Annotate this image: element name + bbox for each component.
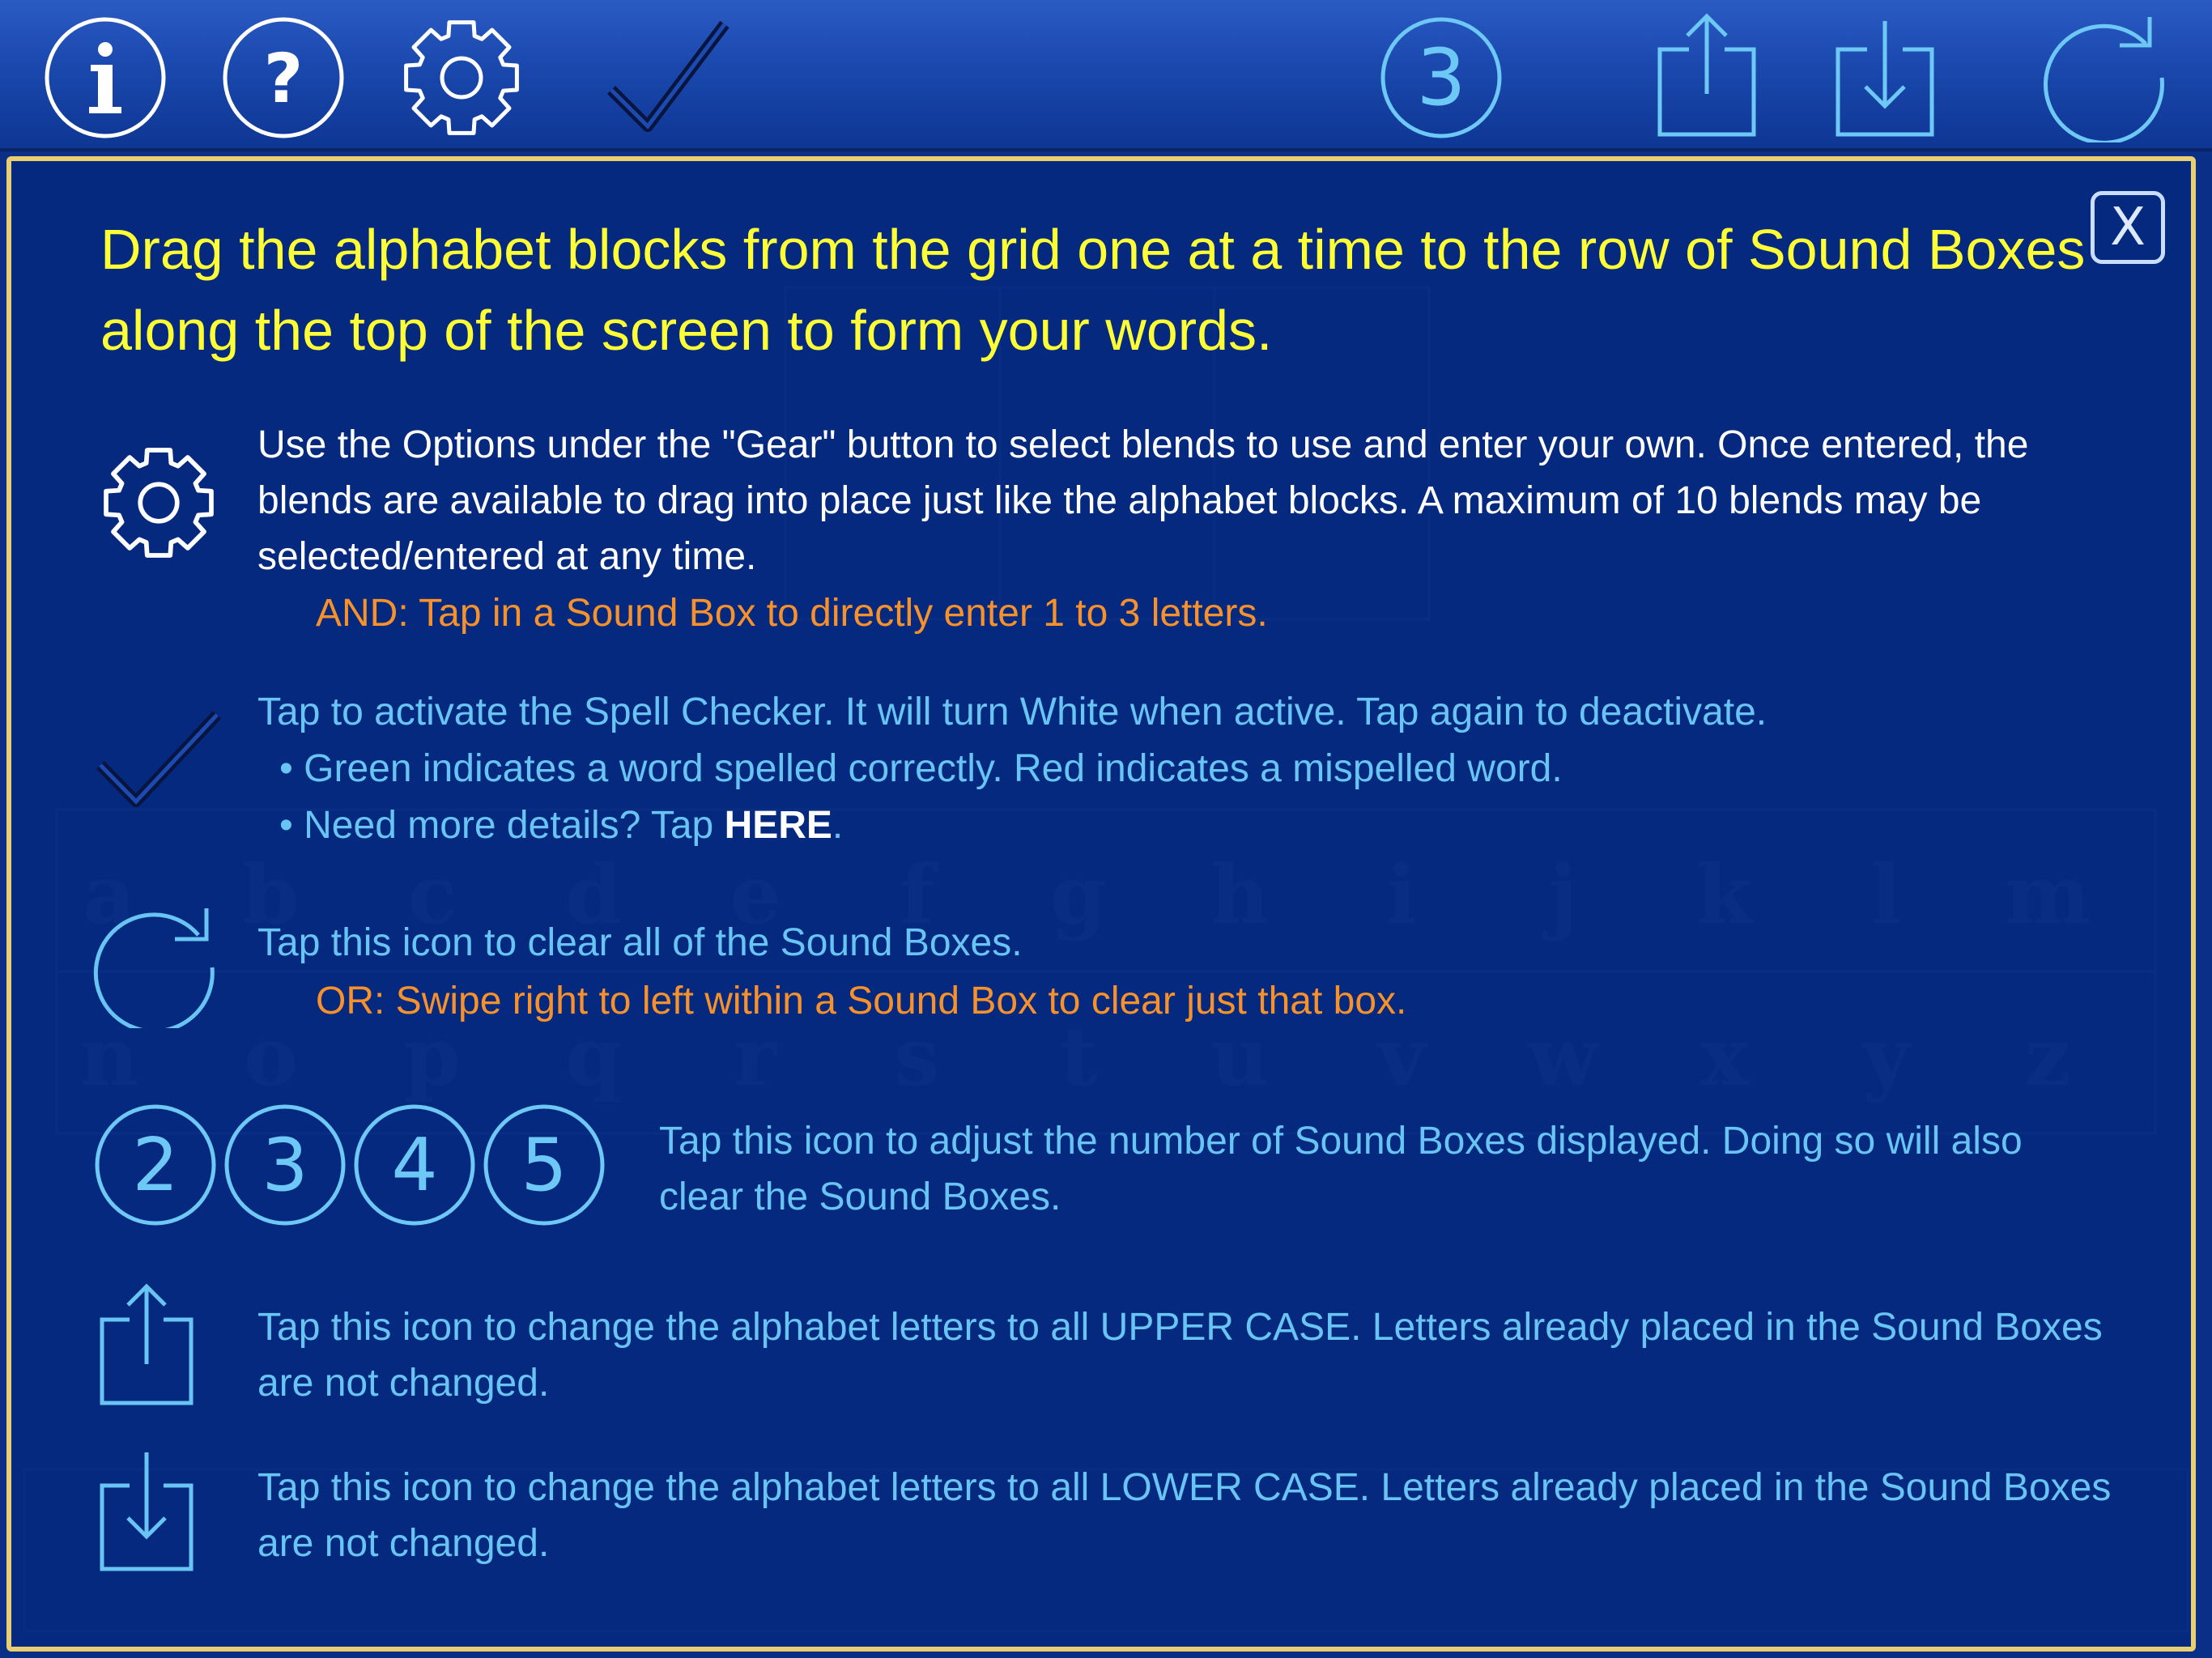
box-count-5-icon bbox=[483, 1103, 606, 1226]
sound-box-count-label: 3 bbox=[1416, 32, 1466, 123]
top-toolbar bbox=[0, 0, 2212, 151]
box-count-3-label: 3 bbox=[262, 1122, 308, 1208]
gear-note: AND: Tap in a Sound Box to directly enter 1 to 3 letters. bbox=[316, 592, 1268, 635]
sound-box-count-options bbox=[94, 1103, 606, 1228]
count-description: Tap this icon to adjust the number of Sound Boxes displayed. Doing so will also clear the Sound Boxes. bbox=[659, 1120, 2023, 1218]
spell-check-description: Tap to activate the Spell Checker. It will turn White when active. Tap again to deactivate. bbox=[257, 691, 1767, 733]
refresh-icon[interactable] bbox=[2040, 13, 2170, 142]
box-count-4-icon bbox=[353, 1103, 476, 1226]
help-panel bbox=[6, 156, 2196, 1652]
sound-box-count-button[interactable] bbox=[1376, 13, 1506, 142]
info-icon[interactable] bbox=[40, 13, 170, 142]
box-count-2-icon bbox=[94, 1103, 217, 1226]
box-count-5-label: 5 bbox=[521, 1122, 568, 1208]
download-icon[interactable] bbox=[1820, 13, 1950, 142]
upload-icon[interactable] bbox=[1642, 13, 1772, 142]
gear-icon[interactable] bbox=[397, 13, 526, 142]
download-icon bbox=[97, 1449, 196, 1572]
details-prefix: • Need more details? Tap bbox=[279, 804, 725, 847]
clear-note: OR: Swipe right to left within a Sound Box to clear just that box. bbox=[316, 980, 1407, 1022]
checkmark-icon bbox=[96, 708, 225, 822]
clear-description: Tap this icon to clear all of the Sound Boxes. bbox=[257, 921, 1023, 964]
details-suffix: . bbox=[832, 804, 844, 847]
gear-icon bbox=[97, 441, 220, 564]
refresh-icon bbox=[89, 899, 219, 1028]
help-question-icon[interactable] bbox=[219, 13, 348, 142]
svg-text:?: ? bbox=[263, 39, 304, 118]
box-count-4-label: 4 bbox=[391, 1122, 438, 1208]
help-headline: Drag the alphabet blocks from the grid one at a time to the row of Sound Boxes along the top of the screen to form your words. bbox=[100, 218, 2086, 362]
upper-case-description: Tap this icon to change the alphabet letters to all UPPER CASE. Letters already placed in the Sound Boxes are not changed. bbox=[257, 1306, 2103, 1405]
box-count-3-icon bbox=[223, 1103, 347, 1226]
gear-description: Use the Options under the "Gear" button to select blends to use and enter your own. Once entered, the blends are available to drag into place just like the alphabet blocks. A maximum of 10 blends may be selected/entered at any time. bbox=[257, 423, 2029, 578]
box-count-2-label: 2 bbox=[132, 1122, 179, 1208]
lower-case-description: Tap this icon to change the alphabet letters to all LOWER CASE. Letters already placed in the Sound Boxes are not changed. bbox=[257, 1466, 2112, 1565]
checkmark-icon[interactable] bbox=[603, 13, 733, 142]
close-button[interactable]: X bbox=[2091, 191, 2165, 264]
spell-check-bullet-colors: • Green indicates a word spelled correctly. Red indicates a mispelled word. bbox=[279, 747, 1563, 790]
spell-check-bullet-details bbox=[279, 797, 2101, 853]
here-link[interactable]: HERE bbox=[724, 804, 832, 847]
upload-icon bbox=[97, 1283, 196, 1406]
